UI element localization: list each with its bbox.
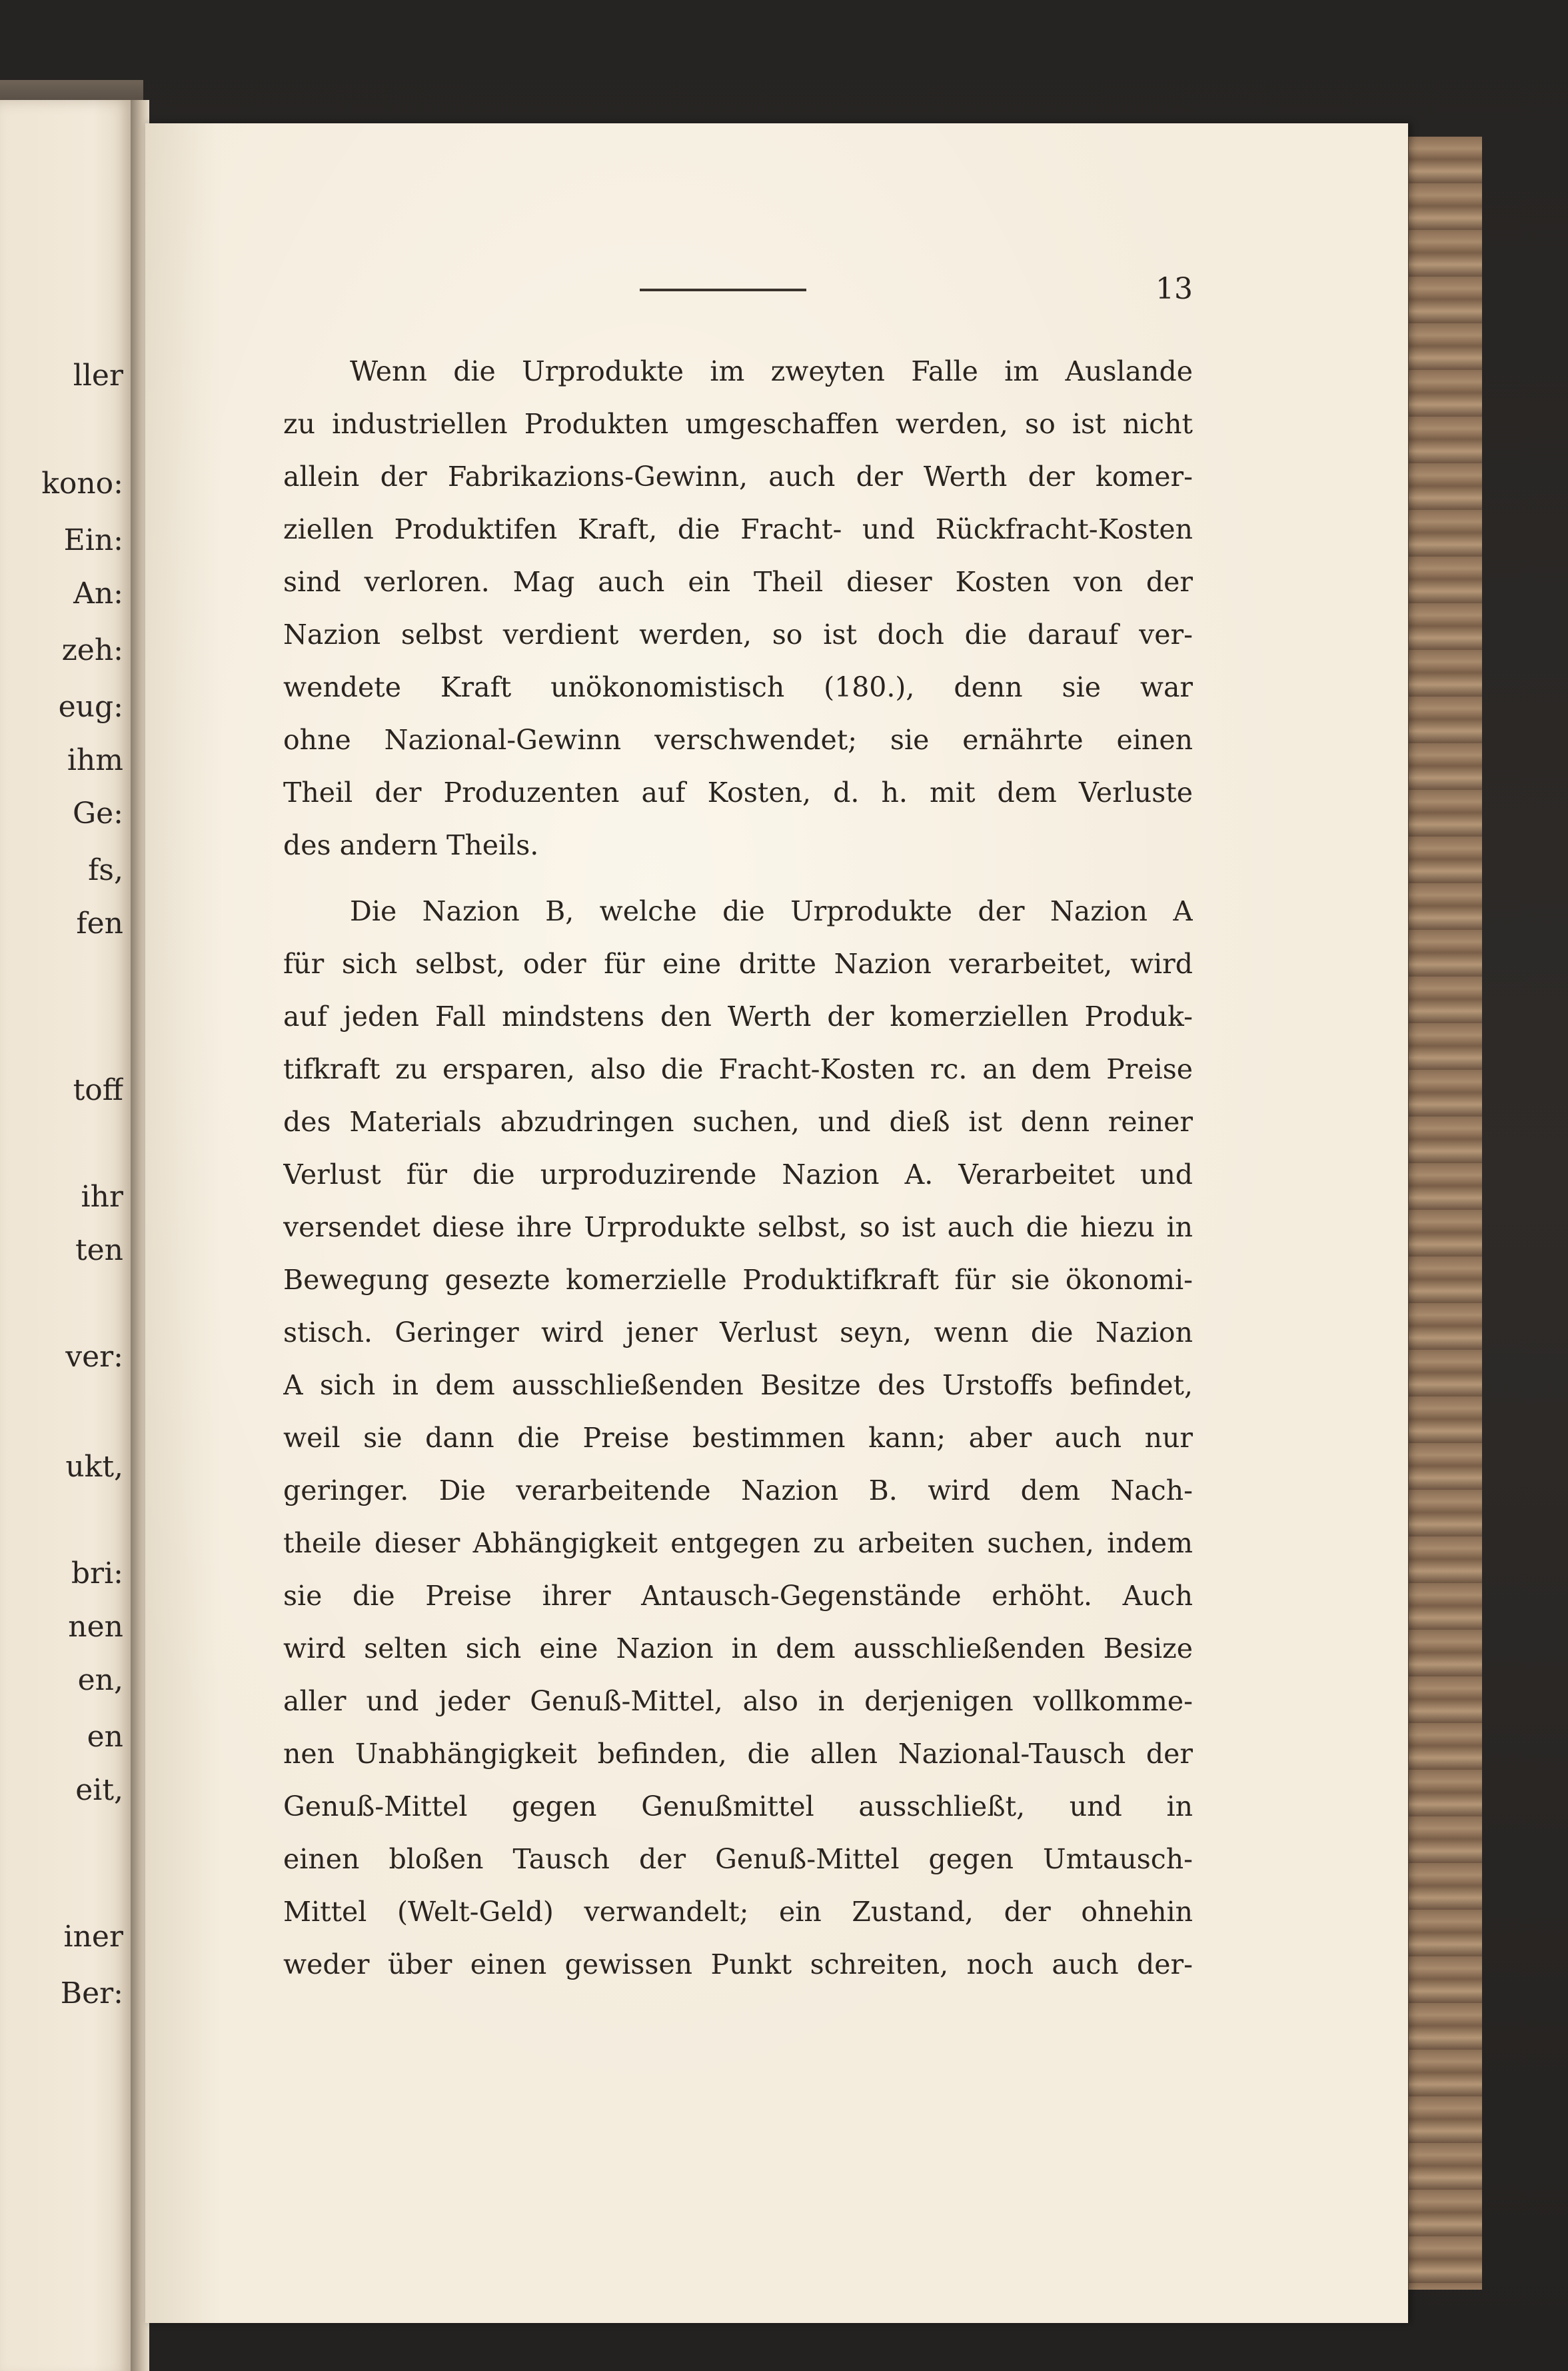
page-number: 13 (1156, 272, 1193, 306)
left-page-fragment: nen (68, 1610, 123, 1644)
left-page-fragment: ller (73, 359, 123, 393)
text-line: Die Nazion B, welche die Urprodukte der Nazion A (350, 895, 1193, 927)
text-line: Theil der Produzenten auf Kosten, d. h. mit dem Verluste (283, 777, 1193, 809)
left-page-fragment: toff (73, 1073, 123, 1107)
text-line: geringer. Die verarbeitende Nazion B. wird dem Nach- (283, 1474, 1193, 1506)
left-page-fragment: zeh: (61, 633, 123, 667)
paragraph (283, 345, 1193, 872)
left-page-fragment: bri: (71, 1556, 123, 1590)
text-line: des andern Theils. (283, 829, 539, 861)
text-line: aller und jeder Genuß-Mittel, also in derjenigen vollkomme- (283, 1685, 1193, 1717)
text-line: Verlust für die urproduzirende Nazion A. Verarbeitet und (283, 1159, 1193, 1190)
text-line: Bewegung gesezte komerzielle Produktifkraft für sie ökonomi- (283, 1264, 1193, 1296)
left-page-fragment: kono: (41, 467, 123, 501)
left-page-fragment: ver: (65, 1340, 123, 1374)
text-line: weil sie dann die Preise bestimmen kann; aber auch nur (283, 1422, 1193, 1454)
paragraph (283, 885, 1193, 1991)
text-line: wird selten sich eine Nazion in dem ausschließenden Besize (283, 1632, 1193, 1664)
header-rule (640, 289, 806, 291)
text-line: nen Unabhängigkeit befinden, die allen Nazional-Tausch der (283, 1738, 1193, 1770)
left-page-fragment: en, (77, 1663, 123, 1697)
text-line: Wenn die Urprodukte im zweyten Falle im Auslande (350, 355, 1193, 387)
text-line: wendete Kraft unökonomistisch (180.), denn sie war (283, 671, 1193, 703)
text-line: A sich in dem ausschließenden Besitze des Urstoffs befindet, (283, 1369, 1193, 1401)
left-page-fragment: eug: (58, 690, 123, 724)
text-line: des Materials abzudringen suchen, und dieß ist denn reiner (283, 1106, 1193, 1138)
left-page-fragment: fs, (88, 853, 123, 887)
left-page-fragment: An: (73, 577, 123, 611)
left-page-fragment: ihm (67, 743, 123, 777)
left-page-fragment: ukt, (65, 1450, 123, 1484)
text-line: ziellen Produktifen Kraft, die Fracht- und Rückfracht-Kosten (283, 513, 1193, 545)
text-line: Mittel (Welt-Geld) verwandelt; ein Zustand, der ohnehin (283, 1896, 1193, 1928)
text-line: Nazion selbst verdient werden, so ist doch die darauf ver- (283, 619, 1193, 651)
left-page-fragment: Ber: (60, 1976, 123, 2010)
text-line: weder über einen gewissen Punkt schreiten, noch auch der- (283, 1948, 1193, 1980)
text-line: tifkraft zu ersparen, also die Fracht-Kosten rc. an dem Preise (283, 1053, 1193, 1085)
text-line: sie die Preise ihrer Antausch-Gegenstände erhöht. Auch (283, 1580, 1193, 1612)
paragraph-gap (283, 872, 1193, 885)
left-page-fragment: ten (75, 1233, 123, 1267)
left-page-fragment: en (87, 1720, 123, 1754)
text-line: ohne Nazional-Gewinn verschwendet; sie ernährte einen (283, 724, 1193, 756)
text-line: einen bloßen Tausch der Genuß-Mittel gegen Umtausch- (283, 1843, 1193, 1875)
text-line: stisch. Geringer wird jener Verlust seyn, wenn die Nazion (283, 1316, 1193, 1348)
text-line: für sich selbst, oder für eine dritte Nazion verarbeitet, wird (283, 948, 1193, 980)
text-line: Genuß-Mittel gegen Genußmittel ausschließt, und in (283, 1790, 1193, 1822)
book-edge (1406, 137, 1482, 2290)
text-line: zu industriellen Produkten umgeschaffen werden, so ist nicht (283, 408, 1193, 440)
text-line: sind verloren. Mag auch ein Theil dieser Kosten von der (283, 566, 1193, 598)
left-page-fragment: ihr (81, 1180, 123, 1214)
text-line: auf jeden Fall mindstens den Werth der komerziellen Produk- (283, 1001, 1193, 1033)
text-line: theile dieser Abhängigkeit entgegen zu arbeiten suchen, indem (283, 1527, 1193, 1559)
text-line: versendet diese ihre Urprodukte selbst, so ist auch die hiezu in (283, 1211, 1193, 1243)
left-page-fragment: fen (76, 907, 123, 941)
body-text (283, 345, 1193, 1991)
left-page-fragment: eit, (75, 1773, 123, 1807)
text-line: allein der Fabrikazions-Gewinn, auch der Werth der komer- (283, 461, 1193, 493)
left-page-fragment: iner (63, 1920, 123, 1954)
left-page-fragment: Ein: (63, 523, 123, 557)
left-page-fragment: Ge: (72, 797, 123, 831)
